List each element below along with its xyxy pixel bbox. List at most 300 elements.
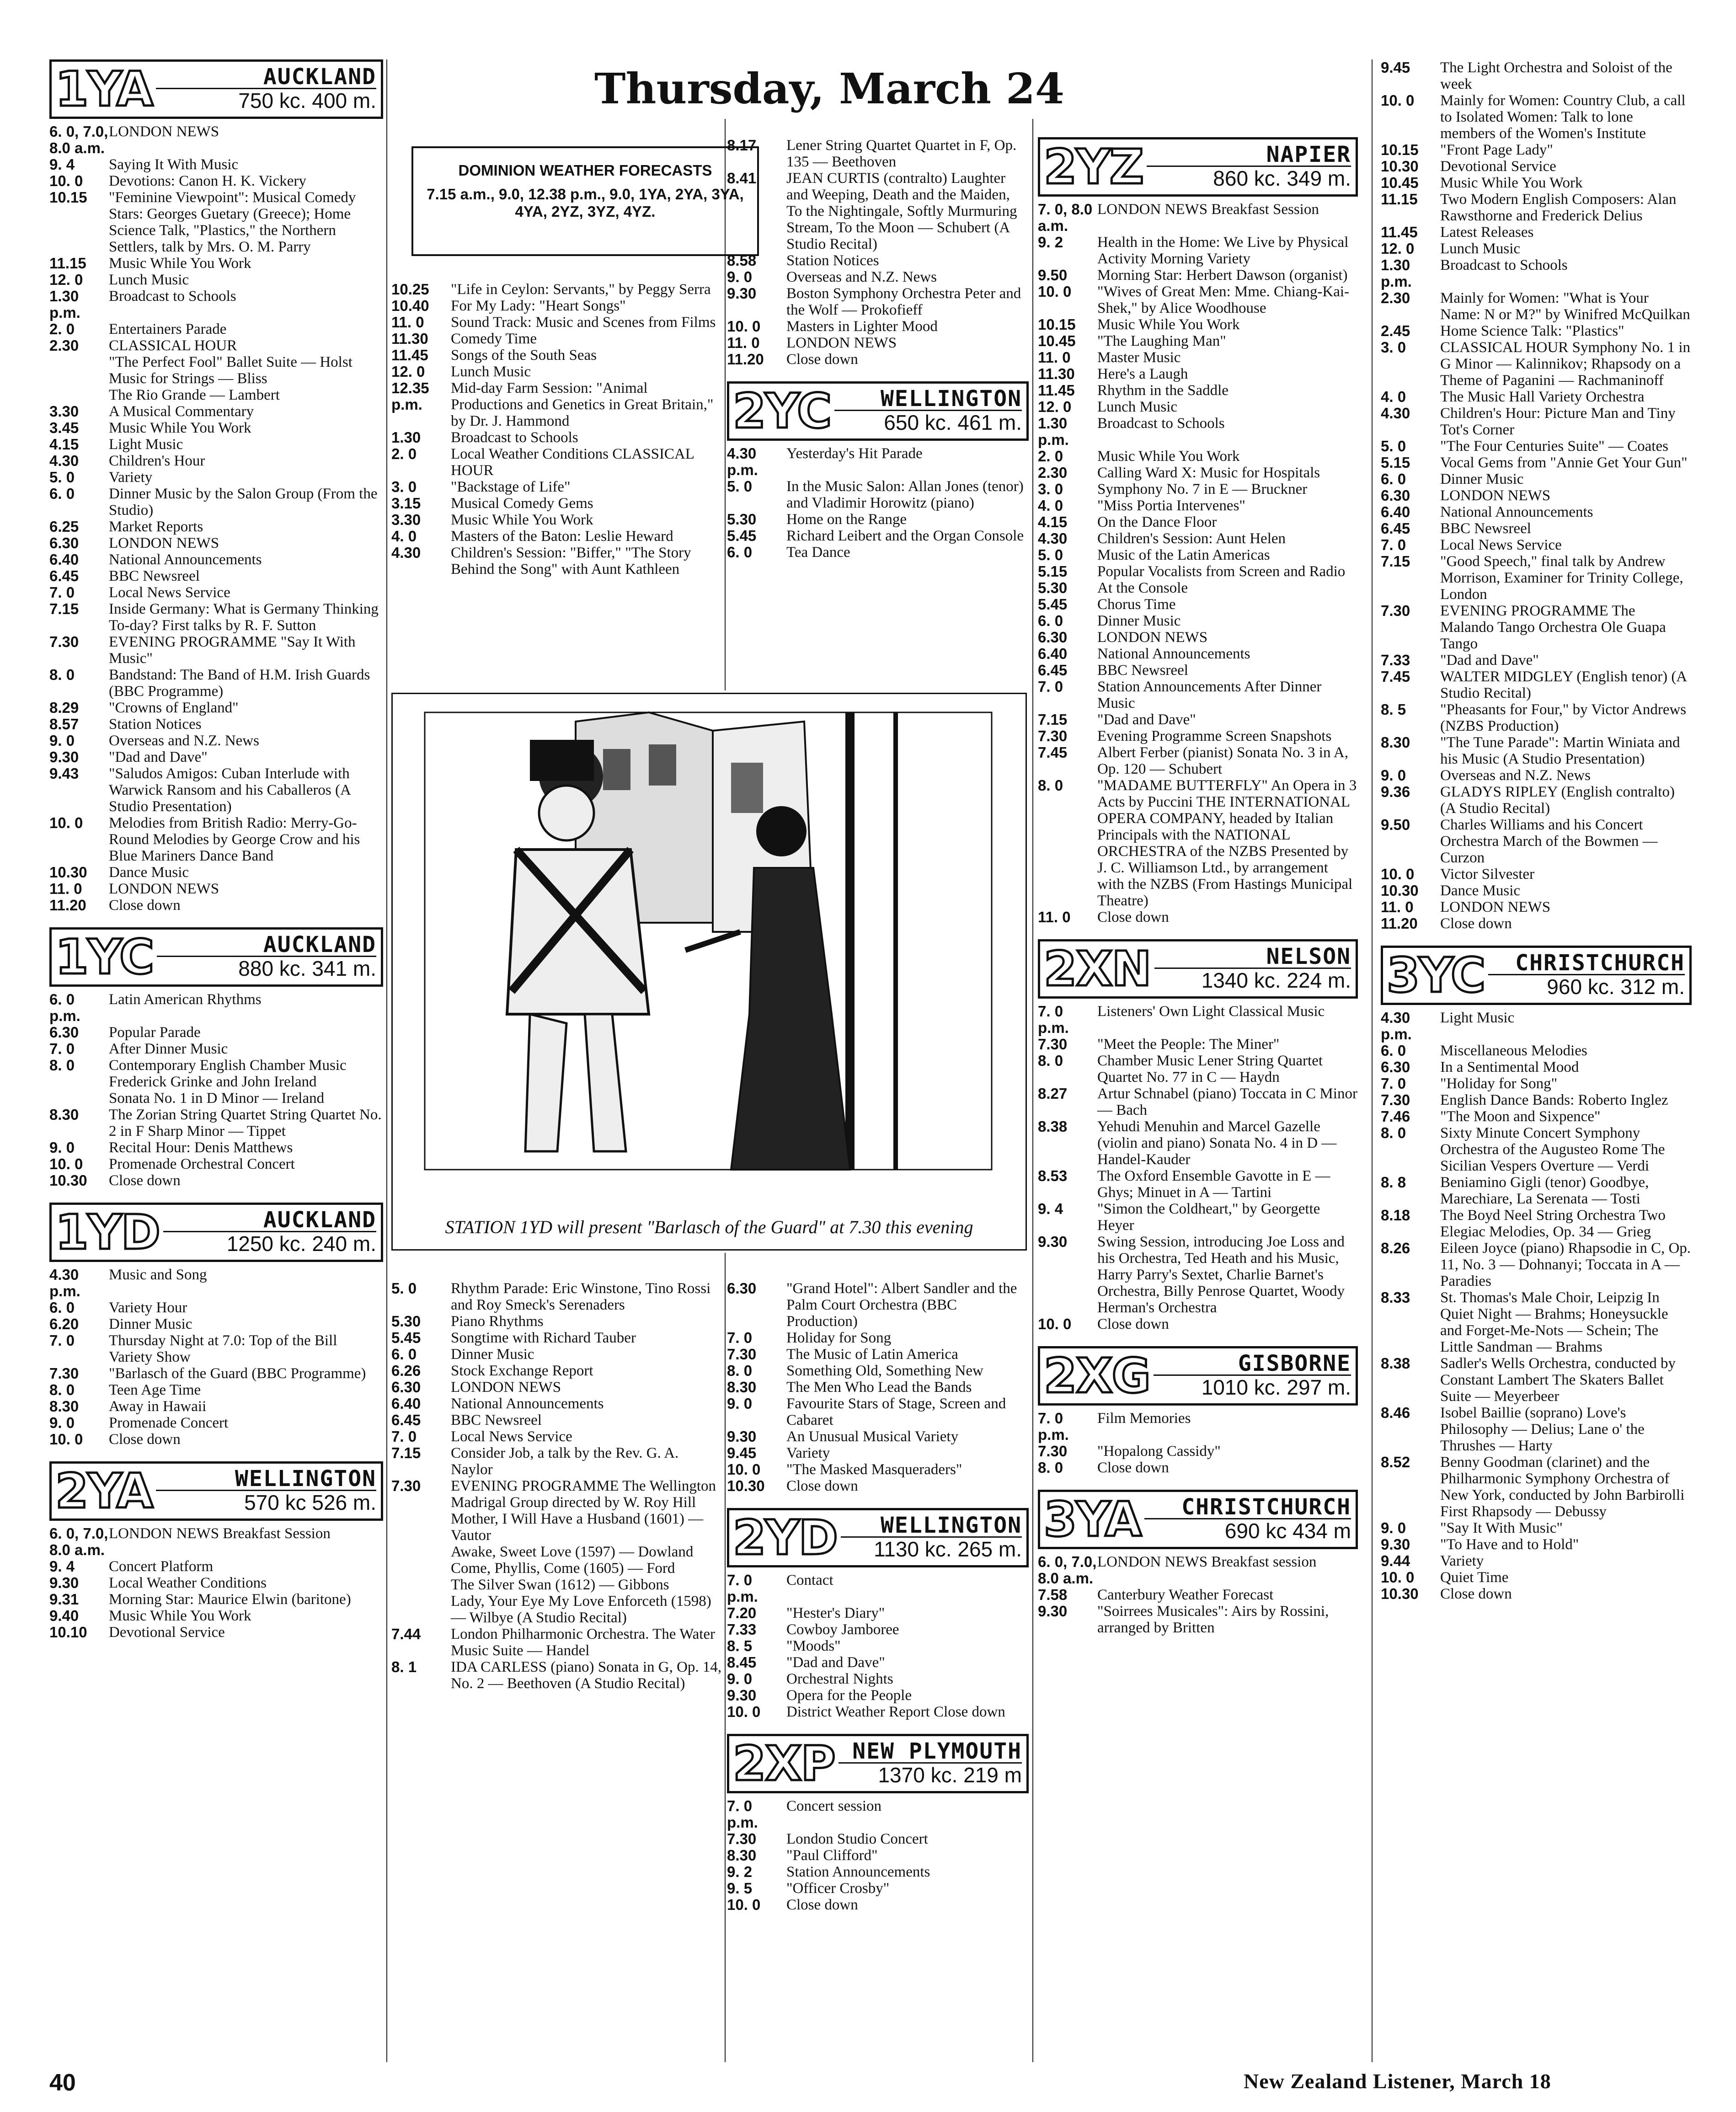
programme-title: "MADAME BUTTERFLY" An Opera in 3 Acts by Puccini THE INTERNATIONAL OPERA COMPANY, headed by Italian Principals with the NATIONAL ORCHESTRA of the NZBS Presented by J. C. Williamson Ltd., by arrangement with the NZBS (From Hastings Municipal Theatre): [1097, 777, 1357, 909]
programme-entry: [49, 881, 383, 897]
programme-time: 5.15: [1381, 454, 1410, 471]
programme-title: "Pheasants for Four," by Victor Andrews (NZBS Production): [1440, 701, 1687, 734]
programme-time: 9. 4: [1038, 1200, 1063, 1217]
programme-time: 10. 0: [1381, 92, 1415, 109]
programme-time: 8.53: [1038, 1167, 1068, 1184]
programme-entry: [1038, 1460, 1358, 1476]
programme-title: Close down: [1097, 909, 1169, 925]
station-header-2yz: [1038, 137, 1358, 197]
station-frequency: 1010 kc. 297 m.: [1154, 1374, 1351, 1399]
programme-title: "Holiday for Song": [1440, 1075, 1558, 1092]
station-call: 2YA: [55, 1463, 153, 1519]
programme-entry: [1038, 1168, 1358, 1201]
programme-entry: [1038, 613, 1358, 629]
programme-time: 9.30: [49, 749, 79, 765]
station-header-1ya: [49, 59, 383, 119]
programme-title: St. Thomas's Male Choir, Leipzig In Quiet Night — Brahms; Honeysuckle and Forget-Me-Nots — Schein; The Little Sandman — Brahms: [1440, 1289, 1668, 1355]
programme-time: 2.30: [1038, 464, 1068, 481]
programme-entry: [1038, 629, 1358, 646]
programme-title: Market Reports: [109, 519, 203, 535]
programme-entry: [1381, 389, 1692, 405]
programme-title: Local Weather Conditions: [109, 1575, 267, 1591]
programme-entry: [49, 634, 383, 667]
programme-entry: [727, 1621, 1029, 1638]
programme-entry: [49, 551, 383, 568]
station-header-2ya: [49, 1461, 383, 1521]
programme-title: Station Notices: [109, 716, 202, 733]
programme-entry: [49, 765, 383, 815]
programme-title: Dinner Music by the Salon Group (From the Studio): [109, 486, 378, 519]
programme-entry: [1038, 497, 1358, 514]
station-call: 3YC: [1387, 947, 1485, 1003]
station-call: 1YC: [55, 929, 154, 985]
programme-time: 10. 0: [1381, 866, 1415, 882]
page-number: 40: [49, 2069, 76, 2096]
programme-entry: [1381, 1553, 1692, 1569]
programme-title: IDA CARLESS (piano) Sonata in G, Op. 14, No. 2 — Beethoven (A Studio Recital): [451, 1659, 722, 1692]
station-city: WELLINGTON: [235, 1466, 376, 1492]
schedule-2ya: [49, 1525, 383, 1641]
programme-title: Latest Releases: [1440, 224, 1534, 241]
programme-title: Overseas and N.Z. News: [786, 269, 937, 285]
programme-time: 6.40: [49, 551, 79, 568]
programme-time: 9. 2: [727, 1863, 753, 1880]
programme-time: [49, 354, 109, 370]
programme-entry: [49, 1382, 383, 1398]
schedule-2xp: [727, 1798, 1029, 1913]
programme-time: 11.30: [1038, 365, 1075, 382]
programme-time: 11. 0: [1381, 898, 1414, 915]
station-header-1yc: [49, 927, 383, 987]
programme-entry: [727, 351, 1029, 368]
programme-entry: [49, 1608, 383, 1624]
programme-entry: [1381, 817, 1692, 866]
programme-title: Morning Star: Herbert Dawson (organist): [1097, 267, 1348, 283]
programme-title: Bandstand: The Band of H.M. Irish Guards (BBC Programme): [109, 667, 370, 700]
weather-forecast-box: [411, 146, 759, 256]
programme-title: Dinner Music: [109, 1316, 192, 1332]
station-frequency: 960 kc. 312 m.: [1488, 974, 1685, 999]
programme-entry: [391, 1511, 723, 1544]
programme-time: 8.38: [1038, 1118, 1068, 1135]
programme-title: Close down: [109, 1431, 181, 1448]
programme-entry: [1381, 537, 1692, 553]
programme-time: 6.25: [49, 518, 79, 535]
programme-time: 11.20: [1381, 915, 1418, 932]
programme-time: 7.30: [1381, 1091, 1410, 1108]
programme-time: 7.44: [391, 1625, 421, 1642]
programme-entry: [1381, 323, 1692, 339]
programme-title: The Men Who Lead the Bands: [786, 1379, 972, 1396]
programme-time: 4.30: [391, 544, 421, 561]
programme-title: BBC Newsreel: [1440, 520, 1531, 537]
programme-entry: [1038, 1036, 1358, 1053]
programme-title: Lener String Quartet Quartet in F, Op. 135 — Beethoven: [786, 137, 1017, 170]
programme-time: 4.30: [1038, 530, 1068, 547]
programme-entry: [49, 1332, 383, 1365]
programme-time: 9. 4: [49, 1558, 75, 1575]
schedule-2ya-continued: [391, 281, 723, 577]
programme-entry: [391, 1478, 723, 1511]
programme-time: 10.25: [391, 281, 429, 298]
programme-title: Benny Goodman (clarinet) and the Philharmonic Symphony Orchestra of New York, conducted by John Barbirolli First Rhapsody — Debussy: [1440, 1454, 1685, 1520]
programme-entry: [49, 354, 383, 370]
programme-title: Local News Service: [109, 584, 230, 601]
programme-entry: [1038, 514, 1358, 530]
programme-time: 1.30 p.m.: [1038, 415, 1069, 448]
programme-time: 3.30: [391, 511, 421, 528]
programme-entry: [727, 1704, 1029, 1720]
programme-title: The Rio Grande — Lambert: [109, 387, 280, 403]
programme-time: 7. 0: [49, 1040, 75, 1057]
programme-time: 10.30: [1381, 158, 1419, 175]
programme-entry: [1381, 553, 1692, 603]
programme-entry: [1381, 784, 1692, 817]
programme-title: Promenade Concert: [109, 1415, 229, 1431]
programme-time: 7.30: [49, 633, 79, 650]
programme-title: Contact: [786, 1572, 833, 1588]
programme-title: At the Console: [1097, 580, 1188, 596]
programme-title: Victor Silvester: [1440, 866, 1535, 882]
programme-time: 9.45: [727, 1444, 757, 1461]
programme-title: Music While You Work: [109, 1608, 251, 1624]
programme-entry: [49, 1365, 383, 1382]
station-city: AUCKLAND: [263, 1207, 376, 1233]
programme-title: Quiet Time: [1440, 1569, 1509, 1586]
programme-entry: [391, 1560, 723, 1577]
programme-entry: [1381, 92, 1692, 142]
programme-time: 3. 0: [391, 478, 417, 495]
programme-entry: [1381, 1289, 1692, 1355]
column-2-bottom: [391, 1280, 723, 1692]
programme-entry: [1038, 1201, 1358, 1234]
programme-entry: [727, 269, 1029, 285]
programme-title: The Music of Latin America: [786, 1346, 958, 1363]
programme-entry: [1038, 201, 1358, 234]
programme-title: Light Music: [109, 436, 183, 453]
programme-title: Boston Symphony Orchestra Peter and the Wolf — Prokofieff: [786, 285, 1021, 318]
programme-entry: [1381, 471, 1692, 487]
programme-title: Listeners' Own Light Classical Music: [1097, 1003, 1325, 1020]
programme-title: "Miss Portia Intervenes": [1097, 497, 1245, 514]
programme-title: LONDON NEWS: [1097, 629, 1208, 646]
programme-entry: [1038, 267, 1358, 283]
programme-title: "Barlasch of the Guard (BBC Programme): [109, 1365, 366, 1382]
programme-entry: [1381, 668, 1692, 701]
programme-title: Close down: [786, 1478, 858, 1494]
programme-title: Music of the Latin Americas: [1097, 547, 1270, 563]
programme-time: 7. 0 p.m.: [1038, 1410, 1069, 1443]
programme-title: "Feminine Viewpoint": Musical Comedy Stars: Georges Guetary (Greece); Home Science Talk, "Plastics," the Northern Settlers, talk by Mrs. O. M. Parry: [109, 189, 356, 255]
programme-entry: [1381, 767, 1692, 784]
programme-title: "Life in Ceylon: Servants," by Peggy Serra: [451, 281, 711, 298]
programme-title: Variety Hour: [109, 1299, 187, 1316]
programme-time: 7.33: [727, 1621, 757, 1638]
programme-time: 8.57: [49, 716, 79, 733]
programme-entry: [391, 429, 723, 446]
programme-time: 6.30: [1381, 1059, 1410, 1075]
programme-time: 11.45: [391, 347, 428, 364]
programme-entry: [49, 1107, 383, 1139]
programme-time: 7. 0: [391, 1428, 417, 1445]
programme-time: 10.45: [1038, 332, 1076, 349]
programme-title: Mid-day Farm Session: "Animal Productions and Genetics in Great Britain," by Dr. J. Hammond: [451, 380, 714, 429]
programme-time: 7.33: [1381, 652, 1410, 668]
programme-entry: [727, 511, 1029, 528]
schedule-3ya-continued: [1381, 59, 1692, 932]
programme-entry: [391, 298, 723, 314]
station-header-3yc: [1381, 946, 1692, 1005]
programme-title: Rhythm Parade: Eric Winstone, Tino Rossi and Roy Smeck's Serenaders: [451, 1280, 711, 1313]
programme-entry: [49, 469, 383, 486]
programme-entry: [49, 337, 383, 354]
page-title: Thursday, March 24: [594, 64, 1065, 113]
programme-entry: [1381, 405, 1692, 438]
programme-time: 8. 0: [727, 1362, 753, 1379]
programme-time: 8.26: [1381, 1240, 1410, 1257]
programme-time: 6.45: [391, 1412, 421, 1428]
programme-entry: [1038, 333, 1358, 349]
programme-title: "Dad and Dave": [109, 749, 208, 765]
programme-entry: [727, 1445, 1029, 1461]
programme-time: 6. 0: [727, 544, 753, 561]
programme-title: Home Science Talk: "Plastics": [1440, 323, 1624, 339]
programme-entry: [391, 1280, 723, 1313]
programme-time: 6. 0: [391, 1346, 417, 1363]
programme-time: 10. 0: [49, 172, 83, 189]
programme-title: Holiday for Song: [786, 1330, 892, 1346]
programme-time: 9. 2: [1038, 234, 1063, 251]
programme-title: Sonata No. 1 in D Minor — Ireland: [109, 1090, 325, 1107]
programme-title: Something Old, Something New: [786, 1363, 983, 1379]
programme-entry: [49, 255, 383, 272]
programme-title: LONDON NEWS: [786, 335, 897, 351]
programme-entry: [391, 1428, 723, 1445]
programme-entry: [1038, 662, 1358, 679]
programme-title: Music While You Work: [109, 420, 251, 436]
programme-entry: [1381, 652, 1692, 668]
programme-title: Close down: [1097, 1316, 1169, 1332]
programme-title: Music While You Work: [109, 255, 251, 272]
programme-title: "Soirrees Musicales": Airs by Rossini, arranged by Britten: [1097, 1603, 1329, 1636]
programme-title: "The Masked Masqueraders": [786, 1461, 962, 1478]
programme-time: 8. 8: [1381, 1174, 1406, 1191]
programme-title: Popular Parade: [109, 1024, 201, 1041]
programme-time: 10.30: [49, 864, 87, 881]
programme-title: Tea Dance: [786, 544, 850, 561]
programme-title: Lunch Music: [109, 272, 189, 288]
programme-entry: [49, 173, 383, 189]
programme-time: 4.15: [1038, 513, 1068, 530]
programme-time: 6.40: [391, 1395, 421, 1412]
programme-title: LONDON NEWS Breakfast Session: [109, 1525, 331, 1542]
programme-time: 9.30: [49, 1574, 79, 1591]
programme-time: [391, 1593, 451, 1626]
programme-time: 5.15: [1038, 563, 1068, 580]
programme-entry: [49, 1431, 383, 1448]
programme-title: LONDON NEWS: [451, 1379, 561, 1396]
column-rule: [1372, 59, 1373, 2062]
programme-time: 6. 0 p.m.: [49, 991, 80, 1024]
station-city: WELLINGTON: [881, 386, 1022, 412]
programme-time: 10.10: [49, 1624, 87, 1641]
programme-entry: [1381, 1405, 1692, 1454]
station-call: 2YZ: [1044, 139, 1143, 195]
programme-entry: [727, 1798, 1029, 1831]
schedule-2xg: [1038, 1410, 1358, 1476]
programme-time: 8.38: [1381, 1355, 1410, 1372]
programme-time: 7. 0 p.m.: [727, 1572, 758, 1605]
programme-title: "Dad and Dave": [786, 1654, 885, 1671]
programme-entry: [727, 1280, 1029, 1330]
station-city: NAPIER: [1266, 142, 1351, 168]
programme-entry: [1381, 1569, 1692, 1586]
programme-time: 5.45: [727, 527, 757, 544]
programme-time: 9. 0: [49, 732, 75, 749]
station-frequency: 1130 kc. 265 m.: [841, 1536, 1022, 1561]
programme-time: 10. 0: [49, 1155, 83, 1172]
programme-entry: [49, 601, 383, 634]
programme-time: 10.15: [1381, 141, 1419, 158]
programme-title: Music for Strings — Bliss: [109, 370, 267, 387]
programme-time: 6. 0: [49, 1299, 75, 1316]
programme-time: 11.15: [49, 255, 86, 272]
programme-time: 6.30: [1381, 487, 1410, 504]
programme-entry: [49, 1525, 383, 1558]
programme-time: 8.30: [727, 1847, 757, 1864]
programme-entry: [49, 667, 383, 700]
programme-entry: [391, 1626, 723, 1659]
programme-time: 7. 0: [1038, 678, 1063, 695]
programme-time: 7.30: [1038, 1036, 1068, 1053]
programme-entry: [1381, 701, 1692, 734]
programme-time: 6. 0, 7.0, 8.0 a.m.: [49, 123, 108, 156]
programme-entry: [49, 1057, 383, 1074]
programme-title: District Weather Report Close down: [786, 1704, 1005, 1720]
programme-title: Children's Hour: [109, 453, 205, 469]
programme-time: 10. 0: [1038, 1315, 1072, 1332]
programme-title: Saying It With Music: [109, 156, 239, 173]
station-frequency: 880 kc. 341 m.: [157, 956, 376, 980]
programme-title: Variety: [1440, 1553, 1484, 1569]
programme-title: Children's Hour: Picture Man and Tiny Tot's Corner: [1440, 405, 1676, 438]
programme-title: Popular Vocalists from Screen and Radio: [1097, 563, 1346, 580]
programme-entry: [49, 584, 383, 601]
schedule-3ya: [1038, 1554, 1358, 1636]
programme-title: Close down: [786, 351, 858, 368]
programme-title: Morning Star: Maurice Elwin (baritone): [109, 1591, 351, 1608]
programme-title: Away in Hawaii: [109, 1398, 207, 1415]
programme-title: National Announcements: [1440, 504, 1593, 520]
programme-title: "Crowns of England": [109, 700, 239, 716]
programme-title: "Hester's Diary": [786, 1605, 885, 1621]
programme-time: 11. 0: [49, 880, 82, 897]
programme-title: Devotions: Canon H. K. Vickery: [109, 173, 306, 189]
programme-time: 8. 0: [1381, 1124, 1406, 1141]
programme-entry: [49, 749, 383, 765]
programme-time: 4.30 p.m.: [49, 1266, 80, 1299]
programme-entry: [49, 1267, 383, 1299]
programme-time: 11.20: [49, 897, 86, 914]
programme-time: 1.30 p.m.: [1381, 257, 1412, 290]
programme-entry: [727, 1605, 1029, 1621]
programme-time: 8. 0: [1038, 1052, 1063, 1069]
programme-time: 11. 0: [1038, 349, 1071, 366]
programme-entry: [727, 1864, 1029, 1880]
column-rule: [1032, 119, 1033, 2062]
programme-entry: [391, 1577, 723, 1593]
programme-entry: [1381, 1108, 1692, 1125]
programme-time: [49, 387, 109, 403]
programme-entry: [1038, 1587, 1358, 1603]
programme-entry: [1381, 241, 1692, 257]
programme-title: National Announcements: [1097, 646, 1250, 662]
programme-time: 7.45: [1038, 744, 1068, 761]
station-header-1yd: [49, 1203, 383, 1262]
programme-time: 10. 0: [727, 1703, 761, 1720]
programme-time: 8.30: [1381, 734, 1410, 751]
station-call: 2XG: [1044, 1348, 1150, 1404]
programme-entry: [49, 1172, 383, 1189]
programme-entry: [1381, 175, 1692, 191]
programme-title: "Backstage of Life": [451, 479, 571, 495]
programme-time: 3. 0: [1381, 339, 1406, 356]
programme-time: 12.35 p.m.: [391, 380, 429, 413]
station-header-2xg: [1038, 1346, 1358, 1406]
programme-title: Beniamino Gigli (tenor) Goodbye, Marechiare, La Serenata — Tosti: [1440, 1174, 1649, 1207]
programme-entry: [727, 170, 1029, 252]
programme-title: "The Perfect Fool" Ballet Suite — Holst: [109, 354, 353, 370]
programme-title: Dinner Music: [1440, 471, 1524, 487]
programme-entry: [391, 1396, 723, 1412]
programme-title: "The Four Centuries Suite" — Coates: [1440, 438, 1668, 454]
programme-entry: [727, 252, 1029, 269]
programme-entry: [1038, 448, 1358, 465]
programme-entry: [727, 1346, 1029, 1363]
station-frequency: 1250 kc. 240 m.: [163, 1231, 376, 1256]
programme-entry: [49, 815, 383, 864]
programme-title: "Paul Clifford": [786, 1847, 878, 1864]
programme-time: 8.52: [1381, 1454, 1410, 1470]
programme-time: 10. 0: [727, 318, 761, 335]
programme-title: The Boyd Neel String Orchestra Two Elegiac Melodies, Op. 34 — Grieg: [1440, 1207, 1666, 1240]
programme-entry: [727, 1572, 1029, 1605]
programme-entry: [1038, 744, 1358, 777]
programme-title: "Dad and Dave": [1097, 711, 1196, 728]
programme-time: 9.30: [1381, 1536, 1410, 1553]
programme-entry: [49, 1041, 383, 1057]
programme-time: 7.30: [727, 1346, 757, 1363]
programme-entry: [727, 1847, 1029, 1864]
programme-entry: [391, 1412, 723, 1428]
programme-title: Albert Ferber (pianist) Sonata No. 3 in A, Op. 120 — Schubert: [1097, 744, 1348, 777]
programme-time: 2. 0: [1038, 448, 1063, 465]
programme-title: Local News Service: [1440, 537, 1562, 553]
programme-title: Close down: [109, 1172, 181, 1189]
programme-time: 7.15: [1038, 711, 1068, 728]
programme-time: 9. 0: [49, 1414, 75, 1431]
programme-title: "Good Speech," final talk by Andrew Morrison, Examiner for Trinity College, London: [1440, 553, 1683, 603]
programme-entry: [1381, 191, 1692, 224]
programme-title: Vocal Gems from "Annie Get Your Gun": [1440, 454, 1688, 471]
programme-time: 9.50: [1038, 267, 1068, 283]
programme-entry: [727, 137, 1029, 170]
programme-title: Awake, Sweet Love (1597) — Dowland: [451, 1544, 694, 1560]
programme-title: Mother, I Will Have a Husband (1601) — Vautor: [451, 1511, 704, 1544]
programme-time: 1.30: [391, 429, 421, 446]
programme-entry: [727, 1461, 1029, 1478]
programme-title: Dance Music: [109, 864, 189, 881]
